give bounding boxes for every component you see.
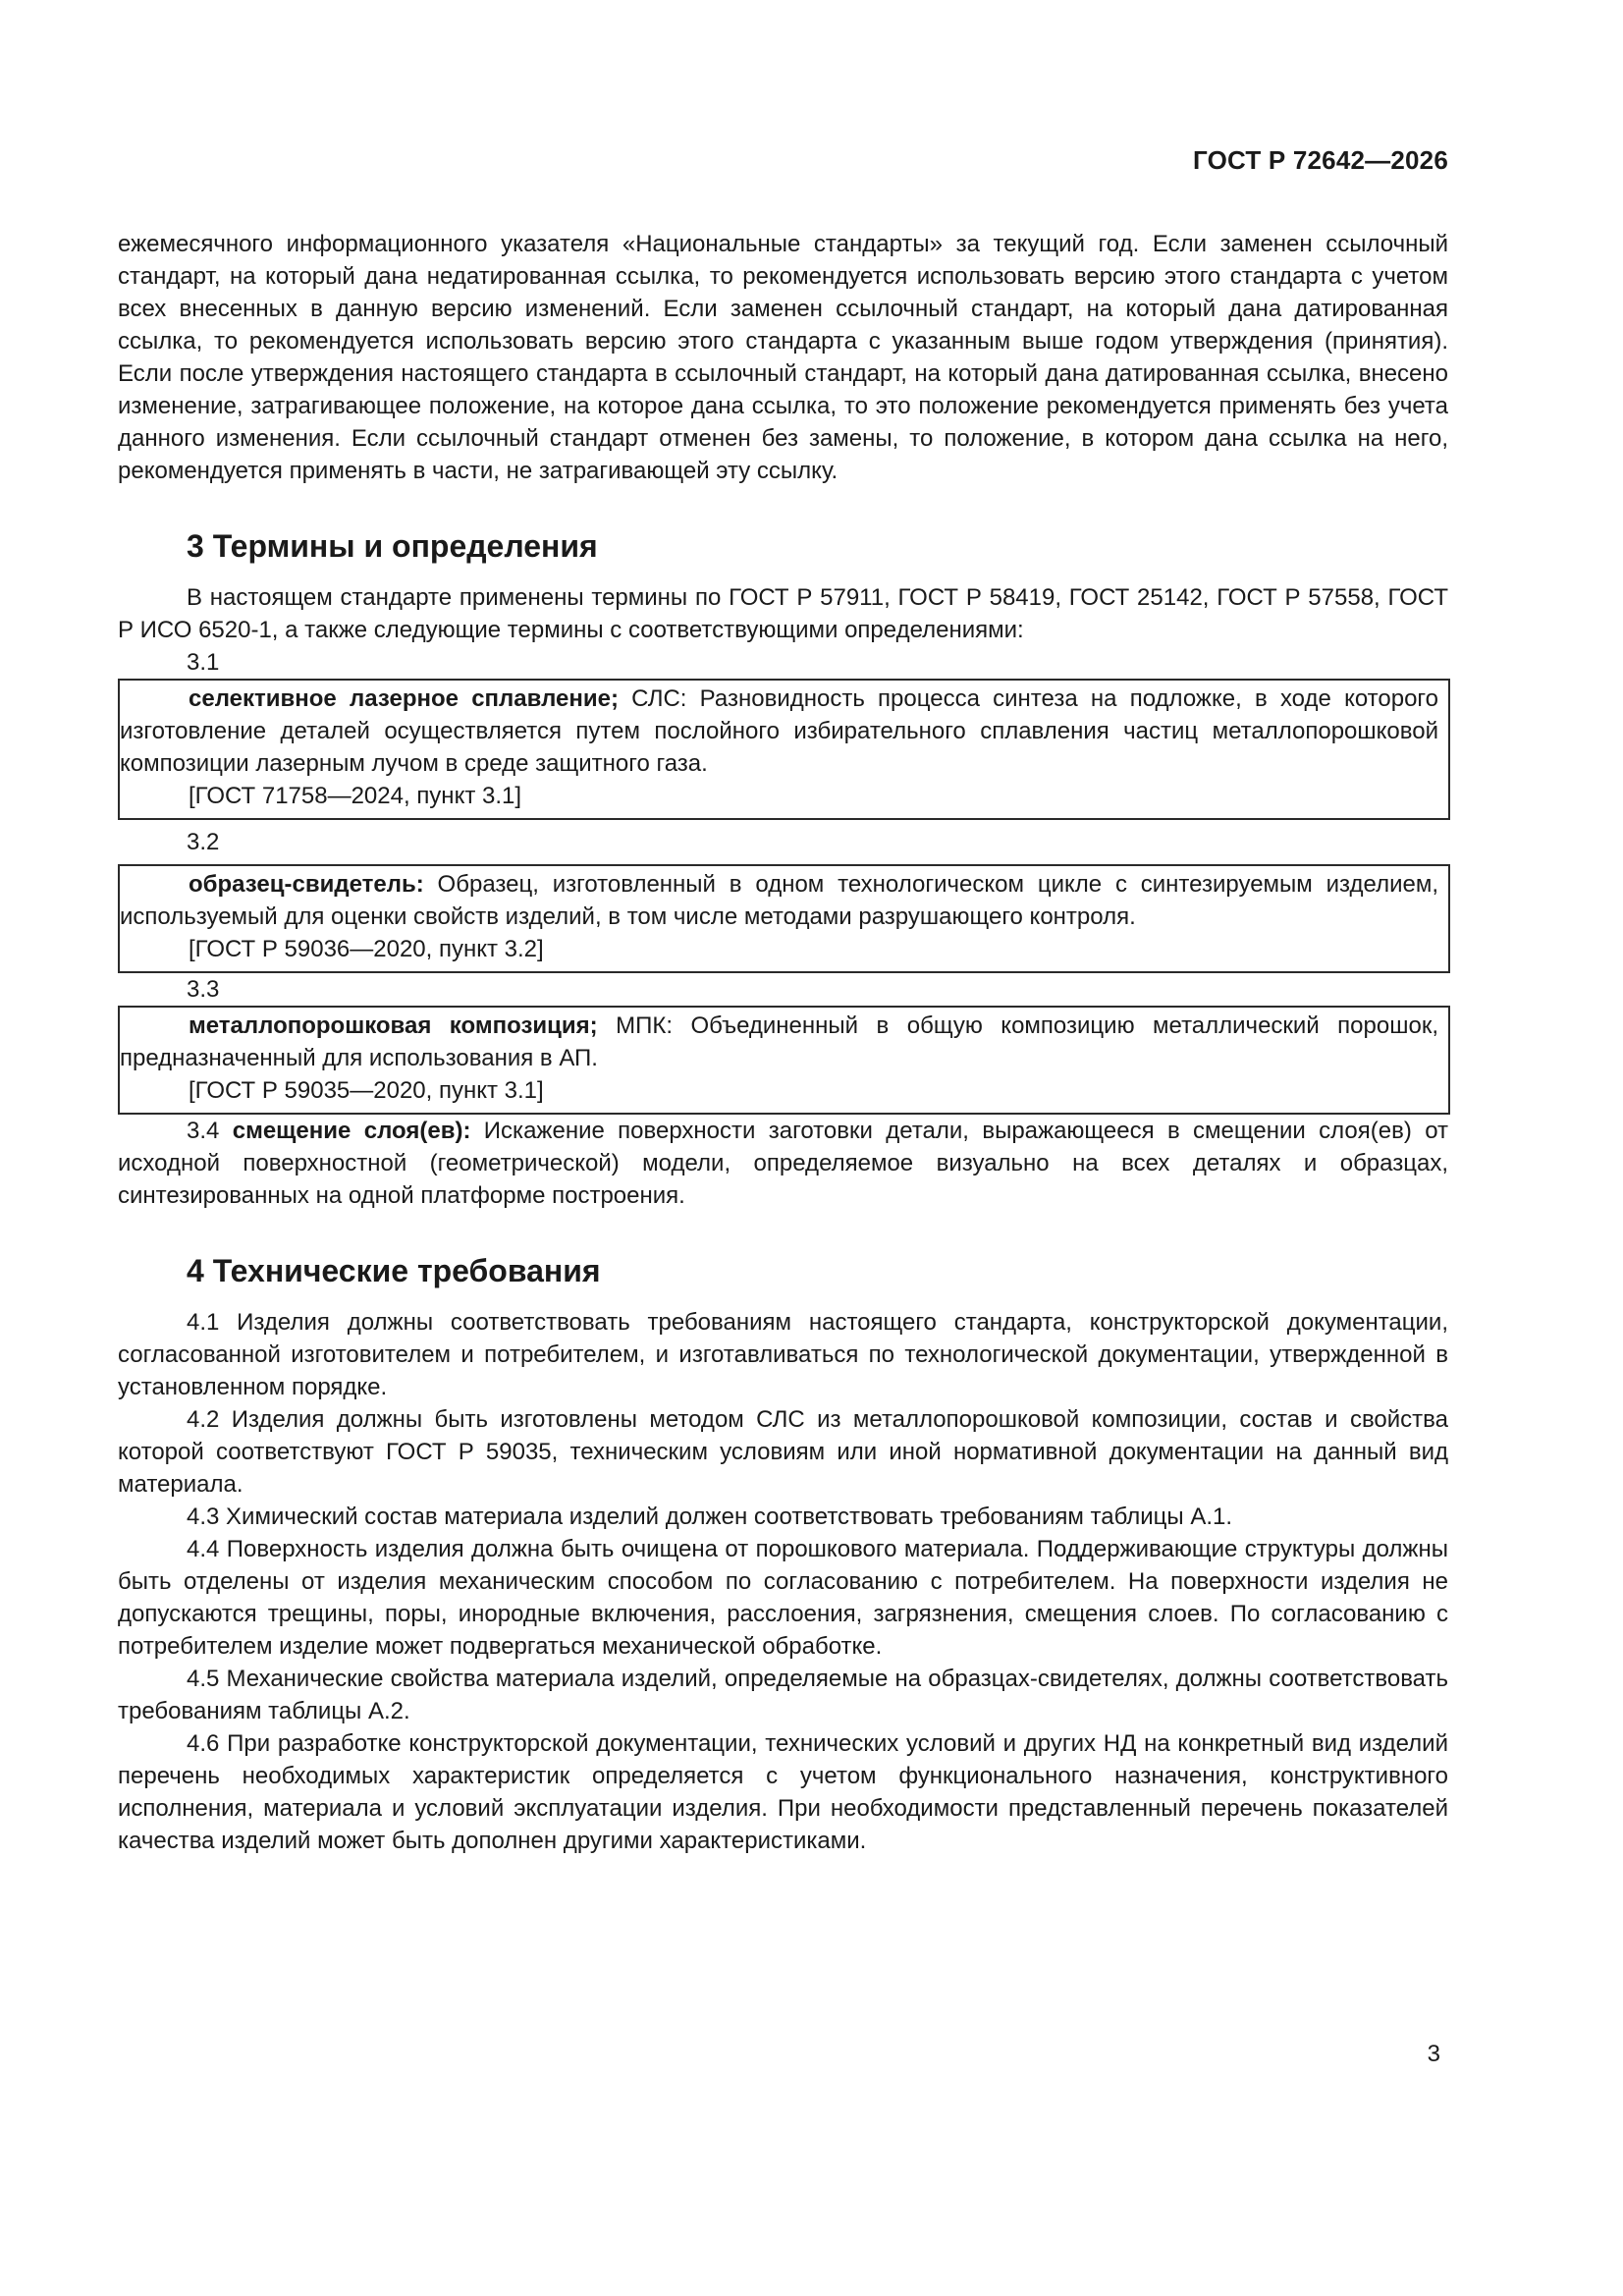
term-definition: МПК: Объединенный в общую композицию металлический порошок, предназначенный для использования в АП. bbox=[120, 1012, 1438, 1071]
term-number: 3.3 bbox=[187, 976, 220, 1003]
term-name: металлопорошковая композиция; bbox=[189, 1012, 598, 1039]
term-name: образец-свидетель: bbox=[189, 871, 424, 898]
intro-paragraph: ежемесячного информационного указателя «Национальные стандарты» за текущий год. Если заменен ссылочный стандарт, на который дана недатированная ссылка, то рекомендуется использовать версию этого стандарта с учетом всех внесенных в данную версию изменений. Если заменен ссылочный стандарт, на который дана датированная ссылка, то рекомендуется использовать версию этого стандарта с указанным выше годом утверждения (принятия). Если после утверждения настоящего стандарта в ссылочный стандарт, на который дана датированная ссылка, внесено изменение, затрагивающее положение, на которое дана ссылка, то это положение рекомендуется применять без учета данного изменения. Если ссылочный стандарт отменен без замены, то положение, в котором дана ссылка на него, рекомендуется применять в части, не затрагивающей эту ссылку. bbox=[118, 231, 1448, 484]
section-3-title: 3 Термины и определения bbox=[187, 528, 598, 564]
term-source: [ГОСТ Р 59036—2020, пункт 3.2] bbox=[189, 936, 544, 962]
section-3-intro: В настоящем стандарте применены термины по ГОСТ Р 57911, ГОСТ Р 58419, ГОСТ 25142, ГОСТ Р 57558, ГОСТ Р ИСО 6520-1, а также следующие термины с соответствующими определениями: bbox=[118, 584, 1448, 643]
term-number: 3.2 bbox=[187, 829, 220, 855]
term-name: селективное лазерное сплавление; bbox=[189, 685, 619, 712]
term-definition-box bbox=[118, 864, 1450, 973]
requirement-4-2: 4.2 Изделия должны быть изготовлены методом СЛС из металлопорошковой композиции, состав и свойства которой соответствуют ГОСТ Р 59035, техническим условиям или иной нормативной документации на данный вид материала. bbox=[118, 1406, 1448, 1498]
term-source: [ГОСТ Р 59035—2020, пункт 3.1] bbox=[189, 1077, 544, 1104]
term-source: [ГОСТ 71758—2024, пункт 3.1] bbox=[189, 783, 522, 809]
term-number: 3.1 bbox=[187, 649, 220, 676]
requirement-4-6: 4.6 При разработке конструкторской документации, технических условий и других НД на конкретный вид изделий перечень необходимых характеристик определяется с учетом функционального назначения, конструктивного исполнения, материала и условий эксплуатации изделия. При необходимости представленный перечень показателей качества изделий может быть дополнен другими характеристиками. bbox=[118, 1730, 1448, 1854]
term-entry bbox=[120, 1010, 1438, 1074]
page-number: 3 bbox=[1427, 2041, 1440, 2067]
requirement-4-4: 4.4 Поверхность изделия должна быть очищена от порошкового материала. Поддерживающие структуры должны быть отделены от изделия механическим способом по согласованию с потребителем. На поверхности изделия не допускаются трещины, поры, инородные включения, расслоения, загрязнения, смещения слоев. По согласованию с потребителем изделие может подвергаться механической обработке. bbox=[118, 1536, 1448, 1660]
term-entry bbox=[120, 683, 1438, 780]
term-3-4 bbox=[118, 1115, 1448, 1212]
term-definition: Образец, изготовленный в одном технологическом цикле с синтезируемым изделием, используемый для оценки свойств изделий, в том числе методами разрушающего контроля. bbox=[120, 871, 1438, 930]
term-definition: Искажение поверхности заготовки детали, выражающееся в смещении слоя(ев) от исходной поверхностной (геометрической) модели, определяемое визуально на всех деталях и образцах, синтезированных на одной платформе построения. bbox=[118, 1118, 1449, 1209]
term-number: 3.4 bbox=[187, 1118, 220, 1144]
term-entry bbox=[120, 868, 1438, 933]
requirement-4-1: 4.1 Изделия должны соответствовать требованиям настоящего стандарта, конструкторской документации, согласованной изготовителем и потребителем, и изготавливаться по технологической документации, утвержденной в установленном порядке. bbox=[118, 1309, 1448, 1400]
page-content bbox=[118, 228, 1448, 1857]
term-definition-box bbox=[118, 1006, 1450, 1115]
term-name: смещение слоя(ев): bbox=[232, 1118, 471, 1144]
term-definition: СЛС: Разновидность процесса синтеза на подложке, в ходе которого изготовление деталей осуществляется путем послойного избирательного сплавления частиц металлопорошковой композиции лазерным лучом в среде защитного газа. bbox=[120, 685, 1439, 777]
term-definition-box bbox=[118, 679, 1450, 820]
document-id-header: ГОСТ Р 72642—2026 bbox=[1193, 145, 1448, 175]
section-4-title: 4 Технические требования bbox=[187, 1253, 601, 1288]
requirement-4-5: 4.5 Механические свойства материала изделий, определяемые на образцах-свидетелях, должны соответствовать требованиям таблицы А.2. bbox=[118, 1666, 1448, 1724]
requirement-4-3: 4.3 Химический состав материала изделий должен соответствовать требованиям таблицы А.1. bbox=[187, 1503, 1233, 1530]
